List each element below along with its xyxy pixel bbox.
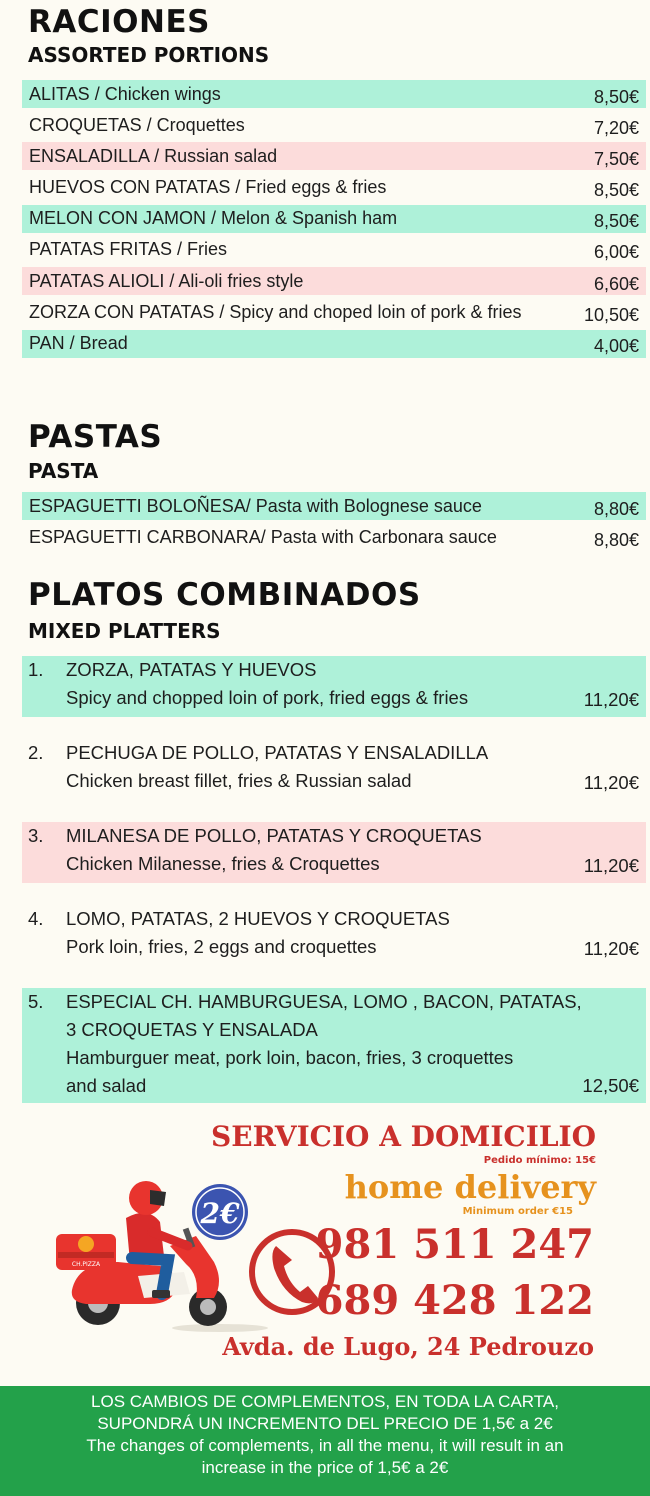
combo-name-cont: 3 CROQUETAS Y ENSALADA (66, 1019, 318, 1040)
menu-item (22, 111, 646, 139)
item-name: PATATAS ALIOLI / Ali-oli fries style (29, 270, 304, 291)
combo-item (22, 822, 646, 883)
pastas-subtitle: PASTA (28, 459, 99, 483)
combo-name: PECHUGA DE POLLO, PATATAS Y ENSALADILLA (66, 742, 489, 763)
combo-item (22, 739, 646, 800)
phone-number: 689 428 122 (315, 1277, 594, 1324)
footer-line: The changes of complements, in all the menu, it will result in an (86, 1436, 564, 1455)
pastas-list (22, 492, 646, 554)
delivery-min-es: Pedido mínimo: 15€ (483, 1155, 596, 1166)
box-logo-text: CH.PIZZA (71, 1261, 101, 1268)
item-price: 8,50€ (593, 86, 639, 107)
delivery-title-es: SERVICIO A DOMICILIO (211, 1120, 596, 1153)
footer-notice (0, 1386, 650, 1496)
raciones-subtitle: ASSORTED PORTIONS (28, 43, 270, 67)
item-price: 8,80€ (593, 529, 639, 550)
combo-description: Pork loin, fries, 2 eggs and croquettes (66, 936, 377, 957)
pastas-title: PASTAS (28, 419, 163, 455)
combo-number: 1. (28, 659, 44, 680)
menu-item (22, 523, 646, 551)
combo-description: Chicken breast fillet, fries & Russian salad (66, 770, 412, 791)
combo-description-cont: and salad (66, 1075, 147, 1096)
menu-item (22, 174, 646, 202)
item-price: 6,60€ (593, 273, 639, 294)
delivery-title-en: home delivery (344, 1168, 596, 1206)
delivery-promo (0, 1110, 650, 1382)
delivery-min-en: Minimum order €15 (462, 1206, 573, 1217)
item-price: 7,50€ (593, 148, 639, 169)
combo-price: 11,20€ (583, 938, 639, 959)
item-price: 8,50€ (593, 180, 639, 201)
combinados-subtitle: MIXED PLATTERS (28, 619, 221, 643)
combo-description: Hamburguer meat, pork loin, bacon, fries, 3 croquettes (66, 1047, 514, 1068)
phone-number: 981 511 247 (315, 1221, 594, 1268)
combo-number: 2. (28, 742, 44, 763)
combo-price: 11,20€ (583, 855, 639, 876)
combo-price: 11,20€ (583, 772, 639, 793)
item-name: ENSALADILLA / Russian salad (29, 145, 278, 166)
item-price: 6,00€ (593, 242, 639, 263)
menu-item (22, 492, 646, 520)
item-name: MELON CON JAMON / Melon & Spanish ham (29, 208, 398, 229)
item-name: ZORZA CON PATATAS / Spicy and choped loin of pork & fries (29, 301, 522, 322)
combinados-title: PLATOS COMBINADOS (28, 577, 421, 613)
item-name: HUEVOS CON PATATAS / Fried eggs & fries (29, 177, 387, 198)
combo-name: ZORZA, PATATAS Y HUEVOS (66, 659, 317, 680)
combo-item (22, 988, 646, 1103)
footer-line: increase in the price of 1,5€ a 2€ (201, 1458, 449, 1477)
combo-price: 11,20€ (583, 689, 639, 710)
raciones-list (22, 80, 646, 361)
menu-item (22, 298, 646, 326)
item-name: ALITAS / Chicken wings (29, 83, 221, 104)
menu-item (22, 267, 646, 295)
combo-description: Spicy and chopped loin of pork, fried eggs & fries (66, 687, 469, 708)
combo-price: 12,50€ (582, 1075, 639, 1096)
delivery-address: Avda. de Lugo, 24 Pedrouzo (222, 1332, 594, 1361)
footer-line: SUPONDRÁ UN INCREMENTO DEL PRECIO DE 1,5€ a 2€ (97, 1414, 553, 1433)
combo-item (22, 656, 646, 717)
item-price: 8,50€ (593, 211, 639, 232)
delivery-fee-badge (192, 1184, 248, 1240)
delivery-fee: 2€ (200, 1197, 240, 1230)
combo-number: 5. (28, 991, 44, 1012)
combo-name: ESPECIAL CH. HAMBURGUESA, LOMO , BACON, PATATAS, (66, 991, 582, 1012)
item-price: 10,50€ (583, 304, 639, 325)
item-price: 4,00€ (593, 336, 639, 356)
item-name: CROQUETAS / Croquettes (29, 114, 245, 135)
menu-item (22, 236, 646, 264)
combo-name: MILANESA DE POLLO, PATATAS Y CROQUETAS (66, 825, 482, 846)
menu-item (22, 80, 646, 108)
item-name: ESPAGUETTI CARBONARA/ Pasta with Carbonara sauce (29, 526, 497, 547)
footer-line: LOS CAMBIOS DE COMPLEMENTOS, EN TODA LA CARTA, (91, 1392, 559, 1411)
combo-item (22, 905, 646, 966)
menu-item (22, 330, 646, 358)
menu-item (22, 205, 646, 233)
raciones-title: RACIONES (28, 4, 210, 40)
item-name: PAN / Bread (29, 333, 128, 353)
item-price: 7,20€ (593, 117, 639, 138)
menu-item (22, 142, 646, 170)
item-price: 8,80€ (593, 498, 639, 519)
combo-description: Chicken Milanesse, fries & Croquettes (66, 853, 380, 874)
item-name: PATATAS FRITAS / Fries (29, 239, 228, 260)
combo-number: 4. (28, 908, 44, 929)
combo-number: 3. (28, 825, 44, 846)
item-name: ESPAGUETTI BOLOÑESA/ Pasta with Bolognese sauce (29, 495, 482, 516)
combo-name: LOMO, PATATAS, 2 HUEVOS Y CROQUETAS (66, 908, 450, 929)
